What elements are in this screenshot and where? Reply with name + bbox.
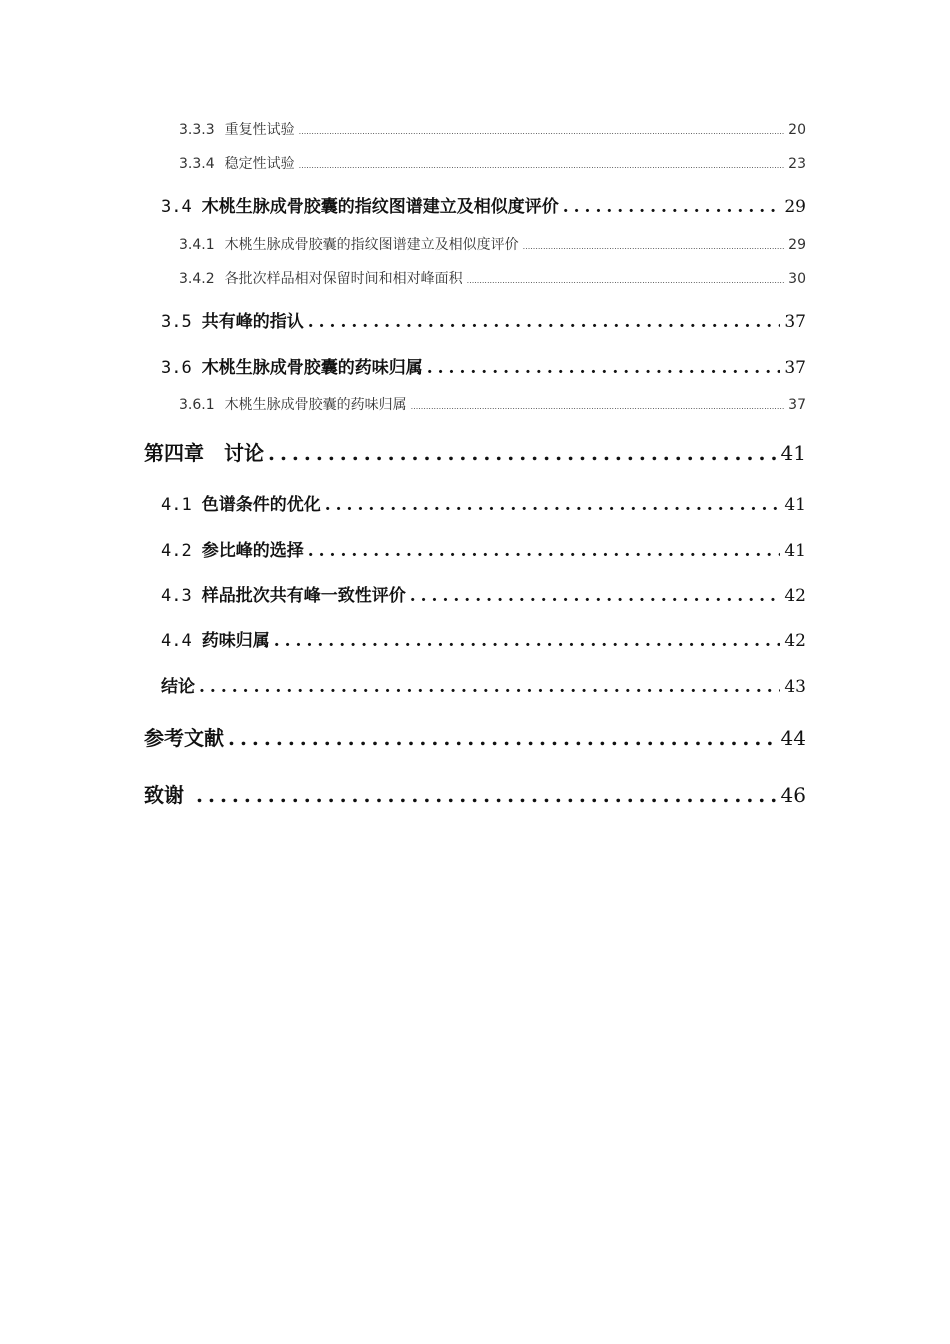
toc-entry-number: 4.4 xyxy=(161,631,192,651)
toc-entry-number: 3.3.4 xyxy=(179,156,215,172)
toc-entry-3-3-4[interactable] xyxy=(179,153,806,173)
dot-leader xyxy=(274,631,781,651)
dot-leader xyxy=(196,783,777,807)
toc-entry-title: 各批次样品相对保留时间和相对峰面积 xyxy=(224,271,463,287)
toc-entry-number: 3.4.2 xyxy=(179,271,215,287)
toc-entry-number: 3.4.1 xyxy=(179,237,215,253)
dot-leader xyxy=(199,677,780,697)
dot-leader xyxy=(325,495,781,515)
toc-entry-page: 43 xyxy=(784,677,806,697)
toc-entry-3-6-1[interactable] xyxy=(179,394,806,414)
dot-leader xyxy=(299,161,785,170)
toc-entry-3-4[interactable] xyxy=(161,192,806,217)
dot-leader xyxy=(308,312,781,332)
dot-leader xyxy=(308,541,781,561)
toc-entry-page: 23 xyxy=(788,156,806,172)
toc-entry-title: 参比峰的选择 xyxy=(201,541,304,561)
toc-entry-title: 木桃生脉成骨胶囊的指纹图谱建立及相似度评价 xyxy=(224,237,519,253)
toc-entry-page: 44 xyxy=(780,726,806,750)
toc-entry-number: 4.1 xyxy=(161,495,192,515)
toc-entry-title: 木桃生脉成骨胶囊的药味归属 xyxy=(224,397,407,413)
dot-leader xyxy=(228,726,777,750)
toc-entry-number: 4.2 xyxy=(161,541,192,561)
toc-entry-page: 42 xyxy=(784,586,806,606)
toc-entry-number: 3.6 xyxy=(161,358,192,378)
toc-entry-3-3-3[interactable] xyxy=(179,119,806,139)
dot-leader xyxy=(427,358,781,378)
toc-entry-page: 41 xyxy=(784,541,806,561)
toc-entry-number: 3.3.3 xyxy=(179,122,215,138)
toc-entry-title: 致谢 xyxy=(144,783,184,807)
toc-entry-3-6[interactable] xyxy=(161,353,806,378)
toc-entry-number: 3.4 xyxy=(161,197,192,217)
toc-entry-page: 37 xyxy=(784,358,806,378)
toc-entry-number: 3.6.1 xyxy=(179,397,215,413)
toc-entry-title: 共有峰的指认 xyxy=(201,312,304,332)
toc-entry-page: 37 xyxy=(784,312,806,332)
toc-entry-title: 木桃生脉成骨胶囊的药味归属 xyxy=(201,358,423,378)
toc-entry-number: 3.5 xyxy=(161,312,192,332)
toc-entry-page: 29 xyxy=(784,197,806,217)
toc-entry-page: 46 xyxy=(780,783,806,807)
toc-entry-title: 结论 xyxy=(161,677,195,697)
toc-entry-4-4[interactable] xyxy=(161,626,806,651)
toc-entry-page: 42 xyxy=(784,631,806,651)
toc-entry-page: 41 xyxy=(780,441,806,465)
toc-entry-title: 样品批次共有峰一致性评价 xyxy=(201,586,406,606)
toc-entry-page: 20 xyxy=(788,122,806,138)
toc-entry-title: 重复性试验 xyxy=(224,122,295,138)
toc-entry-title: 参考文献 xyxy=(144,726,224,750)
toc-entry-references[interactable] xyxy=(144,722,806,751)
toc-entry-page: 30 xyxy=(788,271,806,287)
toc-entry-page: 29 xyxy=(788,237,806,253)
dot-leader xyxy=(411,402,785,411)
dot-leader xyxy=(563,197,781,217)
toc-entry-title: 木桃生脉成骨胶囊的指纹图谱建立及相似度评价 xyxy=(201,197,559,217)
toc-entry-title: 色谱条件的优化 xyxy=(201,495,321,515)
toc-entry-4-1[interactable] xyxy=(161,490,806,515)
toc-entry-4-2[interactable] xyxy=(161,536,806,561)
dot-leader xyxy=(523,242,785,251)
dot-leader xyxy=(299,127,785,136)
toc-entry-conclusion[interactable] xyxy=(161,672,806,697)
toc-entry-title: 第四章 讨论 xyxy=(144,441,264,465)
toc-entry-3-4-1[interactable] xyxy=(179,234,806,254)
dot-leader xyxy=(410,586,781,606)
toc-entry-4-3[interactable] xyxy=(161,581,806,606)
toc-entry-acknowledgements[interactable] xyxy=(144,779,806,808)
dot-leader xyxy=(268,441,777,465)
toc-entry-3-5[interactable] xyxy=(161,307,806,332)
toc-entry-3-4-2[interactable] xyxy=(179,268,806,288)
toc-entry-page: 41 xyxy=(784,495,806,515)
toc-entry-title: 稳定性试验 xyxy=(224,156,295,172)
toc-entry-page: 37 xyxy=(788,397,806,413)
toc-entry-number: 4.3 xyxy=(161,586,192,606)
toc-entry-title: 药味归属 xyxy=(201,631,270,651)
dot-leader xyxy=(467,276,785,285)
toc-entry-chapter-4[interactable] xyxy=(144,437,806,466)
